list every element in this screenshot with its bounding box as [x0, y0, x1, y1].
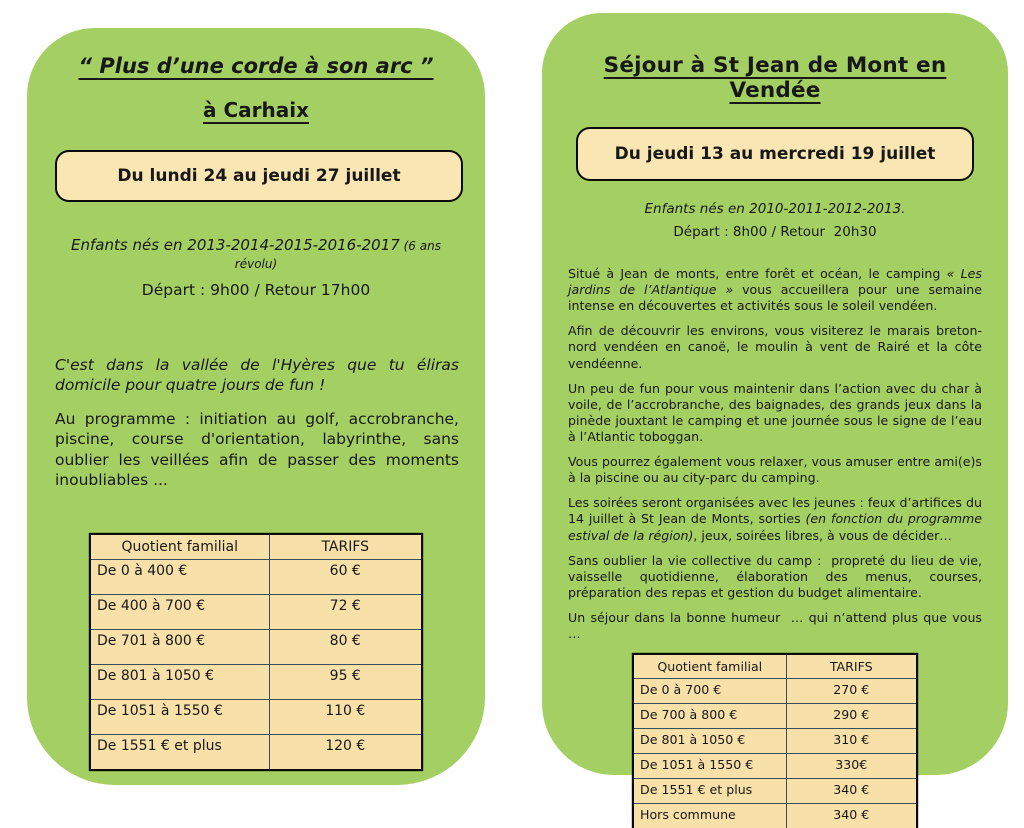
tarif-cell: 330€	[786, 754, 916, 779]
quotient-cell: De 0 à 400 €	[91, 559, 269, 594]
table-row	[91, 734, 421, 769]
right-para1-post: vous accueillera pour une semaine intense en découvertes et activités sous le soleil vendéen.	[568, 282, 982, 314]
left-tariffs-table	[91, 535, 421, 769]
left-paragraph-1: C'est dans la vallée de l'Hyères que tu éliras domicile pour quatre jours de fun !	[55, 356, 459, 395]
tarif-cell: 120 €	[269, 734, 421, 769]
right-date-box	[576, 127, 974, 181]
quotient-cell: De 801 à 1050 €	[634, 729, 786, 754]
quotient-cell: De 1051 à 1550 €	[634, 754, 786, 779]
quotient-cell: De 801 à 1050 €	[91, 664, 269, 699]
right-para1-camping-name: « Les jardins de l’Atlantique »	[568, 266, 982, 298]
right-paragraph-6: Sans oublier la vie collective du camp : propreté du lieu de vie, vaisselle quotidienne, élaboration des menus, courses, préparation des repas et gestion du budget alimentaire.	[568, 552, 982, 600]
table-row	[91, 594, 421, 629]
table-row	[91, 699, 421, 734]
right-paragraph-4: Vous pourrez également vous relaxer, vous amuser entre ami(e)s à la piscine ou au city-parc du camping.	[568, 454, 982, 486]
right-title	[568, 53, 982, 103]
left-title-line2	[55, 98, 457, 122]
quotient-cell: De 400 à 700 €	[91, 594, 269, 629]
left-title-line1-text: “ Plus d’une corde à son arc ”	[78, 54, 434, 78]
tarif-cell: 60 €	[269, 559, 421, 594]
tarif-cell: 95 €	[269, 664, 421, 699]
right-depart-line: Départ : 8h00 / Retour 20h30	[673, 224, 877, 240]
tarif-cell: 340 €	[786, 804, 916, 828]
tarif-cell: 270 €	[786, 679, 916, 704]
right-para5-parenthetical: (en fonction du programme estival de la région)	[568, 511, 982, 543]
right-col-header-quotient: Quotient familial	[634, 655, 786, 679]
tarif-cell: 80 €	[269, 629, 421, 664]
quotient-cell: De 0 à 700 €	[634, 679, 786, 704]
left-col-header-tarifs: TARIFS	[269, 535, 421, 560]
right-tariffs-table	[634, 655, 916, 828]
left-title-line2-text: à Carhaix	[203, 98, 309, 122]
table-row	[634, 679, 916, 704]
quotient-cell: De 701 à 800 €	[91, 629, 269, 664]
table-header-row	[634, 655, 916, 679]
table-row	[91, 664, 421, 699]
right-enfants-line: Enfants nés en 2010-2011-2012-2013.	[644, 201, 906, 217]
right-date-text: Du jeudi 13 au mercredi 19 juillet	[614, 144, 936, 164]
right-panel-st-jean	[542, 13, 1008, 823]
table-row	[91, 629, 421, 664]
right-para5-pre: Les soirées seront organisées avec les jeunes : feux d’artifices du 14 juillet à St Jean de Monts, sorties	[568, 495, 982, 527]
right-paragraph-2: Afin de découvrir les environs, vous visiterez le marais breton-nord vendéen en canoë, le moulin à vent de Rairé et la côte vendéenne.	[568, 323, 982, 371]
left-enfants-years: Enfants nés en 2013-2014-2015-2016-2017	[71, 236, 400, 254]
right-paragraph-7: Un séjour dans la bonne humeur … qui n’attend plus que vous …	[568, 609, 982, 642]
right-para1-pre: Situé à Jean de monts, entre forêt et océan, le camping	[568, 266, 947, 281]
right-paragraph-1	[568, 266, 982, 314]
right-col-header-tarifs: TARIFS	[786, 655, 916, 679]
table-row	[91, 559, 421, 594]
right-paragraph-5	[568, 495, 982, 543]
tarif-cell: 310 €	[786, 729, 916, 754]
quotient-cell: De 1551 € et plus	[91, 734, 269, 769]
right-para5-post: , jeux, soirées libres, à vous de décider…	[693, 527, 952, 543]
left-enfants-note: (6 ans révolu)	[234, 239, 441, 271]
table-row	[634, 779, 916, 804]
left-date-box	[55, 150, 463, 202]
table-header-row	[91, 535, 421, 560]
left-title-line1	[55, 54, 457, 78]
table-row	[634, 729, 916, 754]
left-paragraph-2: Au programme : initiation au golf, accrobranche, piscine, course d'orientation, labyrinthe, sans oublier les veillées afin de passer des moments inoubliables ...	[55, 409, 459, 490]
quotient-cell: De 1551 € et plus	[634, 779, 786, 804]
tarif-cell: 72 €	[269, 594, 421, 629]
quotient-cell: De 1051 à 1550 €	[91, 699, 269, 734]
left-col-header-quotient: Quotient familial	[91, 535, 269, 560]
quotient-cell: Hors commune	[634, 804, 786, 828]
right-title-text: Séjour à St Jean de Mont en Vendée	[603, 53, 947, 103]
quotient-cell: De 700 à 800 €	[634, 704, 786, 729]
tarif-cell: 290 €	[786, 704, 916, 729]
left-enfants-line	[55, 236, 457, 272]
table-row	[634, 754, 916, 779]
table-row	[634, 704, 916, 729]
table-row	[634, 804, 916, 828]
left-depart-line: Départ : 9h00 / Retour 17h00	[141, 281, 371, 299]
tarif-cell: 340 €	[786, 779, 916, 804]
right-paragraph-3: Un peu de fun pour vous maintenir dans l’action avec du char à voile, de l’accrobranche, des baignades, des grands jeux dans la pinède jouxtant le camping et une journée sous le signe de l’eau à l’Atlantic toboggan.	[568, 380, 982, 444]
left-panel-carhaix	[27, 28, 485, 785]
tarif-cell: 110 €	[269, 699, 421, 734]
left-date-text: Du lundi 24 au jeudi 27 juillet	[117, 166, 401, 186]
